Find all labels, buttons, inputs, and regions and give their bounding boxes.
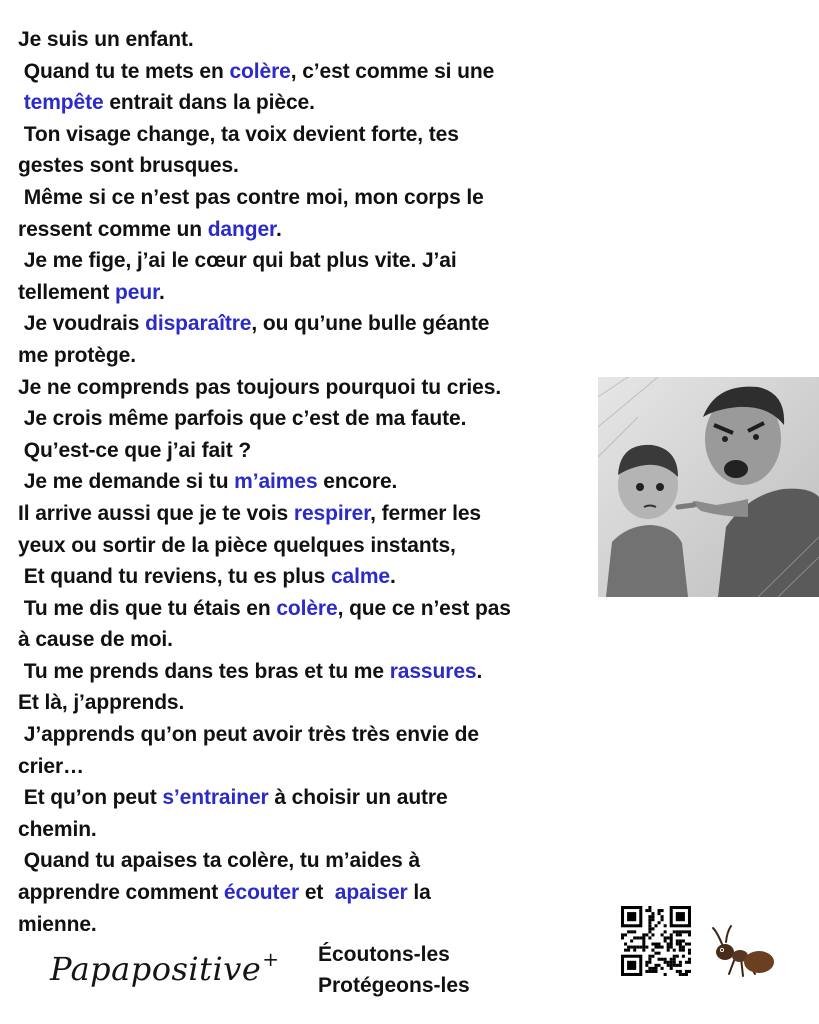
line-text: me protège. (18, 343, 136, 367)
poem-line (18, 751, 618, 783)
highlighted-word: m’aimes (234, 470, 318, 494)
slogan (318, 939, 558, 1001)
line-text: J’apprends qu’on peut avoir très très envie de (18, 723, 479, 747)
line-text: Je me demande si tu (18, 470, 235, 494)
line-text: Je crois même parfois que c’est de ma faute. (18, 407, 467, 431)
poem-line (18, 687, 618, 719)
line-text: Tu me prends dans tes bras et tu me (18, 659, 390, 683)
poem-line (18, 719, 618, 751)
line-text: crier… (18, 754, 84, 778)
poem-line (18, 530, 618, 562)
poem-line (18, 498, 618, 530)
highlighted-word: tempête (23, 91, 104, 115)
sketch-image-icon (598, 377, 819, 597)
poem-line (18, 782, 618, 814)
line-text: chemin. (18, 817, 97, 841)
poem-line (18, 245, 618, 277)
poem-line (18, 624, 618, 656)
highlighted-word: calme (330, 565, 390, 589)
father-child-illustration (598, 377, 819, 597)
poem-line (18, 150, 618, 182)
highlighted-word: colère (276, 596, 338, 620)
poem-line (18, 340, 618, 372)
poem-line (18, 561, 618, 593)
line-text: ressent comme un (18, 217, 208, 241)
line-text: . (389, 565, 396, 589)
highlighted-word: respirer (293, 501, 371, 525)
poem-line (18, 56, 618, 88)
line-text: Je suis un enfant. (18, 28, 194, 51)
line-text: la (407, 881, 431, 905)
line-text: gestes sont brusques. (18, 154, 239, 178)
line-text: Quand tu apaises ta colère, tu m’aides à (18, 849, 421, 873)
line-text: , fermer les (370, 501, 482, 525)
slogan-line-2: Protégeons-les (318, 974, 470, 997)
poem-line (18, 814, 618, 846)
line-text: apprendre comment (18, 881, 224, 905)
line-text: Et là, j’apprends. (18, 691, 185, 715)
highlighted-word: s’entrainer (162, 786, 269, 810)
poem-line (18, 87, 618, 119)
line-text: yeux ou sortir de la pièce quelques instants, (18, 533, 456, 557)
poem-line (18, 909, 618, 941)
highlighted-word: rassures (389, 659, 477, 683)
poem-line (18, 593, 618, 625)
line-text: et (299, 881, 335, 905)
line-text: , ou qu’une bulle géante (251, 312, 490, 336)
poem-line (18, 372, 618, 404)
poem-line (18, 403, 618, 435)
ant-icon (709, 924, 775, 982)
line-text: Qu’est-ce que j’ai fait ? (18, 438, 252, 462)
line-text: Même si ce n’est pas contre moi, mon corps le (18, 185, 484, 209)
poem-line (18, 435, 618, 467)
line-text: tellement (18, 280, 116, 304)
slogan-line-1: Écoutons-les (318, 943, 450, 966)
highlighted-word: écouter (223, 881, 300, 905)
highlighted-word: danger (207, 217, 276, 241)
line-text: Il arrive aussi que je te vois (18, 501, 294, 525)
poem-line (18, 24, 618, 56)
poem-text (18, 24, 618, 940)
line-text: , c’est comme si une (290, 59, 495, 83)
line-text: Je voudrais (18, 312, 146, 336)
line-text: . (158, 280, 165, 304)
signature-plus-mark: + (262, 947, 280, 971)
poem-line (18, 656, 618, 688)
poem-line (18, 308, 618, 340)
line-text: . (476, 659, 483, 683)
poem-line (18, 277, 618, 309)
highlighted-word: colère (229, 59, 291, 83)
line-text: mienne. (18, 912, 97, 936)
line-text: à choisir un autre (268, 786, 448, 810)
line-text: entrait dans la pièce. (103, 91, 315, 115)
line-text: Ton visage change, ta voix devient forte, tes (18, 122, 459, 146)
poem-line (18, 119, 618, 151)
highlighted-word: peur (115, 280, 159, 304)
line-text: Je me fige, j’ai le cœur qui bat plus vite. J’ai (18, 249, 457, 273)
line-text: Tu me dis que tu étais en (18, 596, 277, 620)
line-text: Quand tu te mets en (18, 59, 230, 83)
poem-line (18, 214, 618, 246)
signature-text: Papapositive (50, 950, 262, 988)
papapositive-signature (50, 947, 280, 988)
poem-line (18, 845, 618, 877)
line-text: encore. (317, 470, 398, 494)
line-text: . (275, 217, 282, 241)
poem-line (18, 466, 618, 498)
poem-line (18, 877, 618, 909)
qr-code-icon[interactable] (621, 906, 691, 976)
line-text: , que ce n’est pas (337, 596, 511, 620)
highlighted-word: disparaître (145, 312, 252, 336)
line-text: Et quand tu reviens, tu es plus (18, 565, 331, 589)
line-text: Et qu’on peut (18, 786, 163, 810)
poem-line (18, 182, 618, 214)
highlighted-word: apaiser (334, 881, 408, 905)
line-text: Je ne comprends pas toujours pourquoi tu cries. (18, 375, 502, 399)
line-text: à cause de moi. (18, 628, 173, 652)
